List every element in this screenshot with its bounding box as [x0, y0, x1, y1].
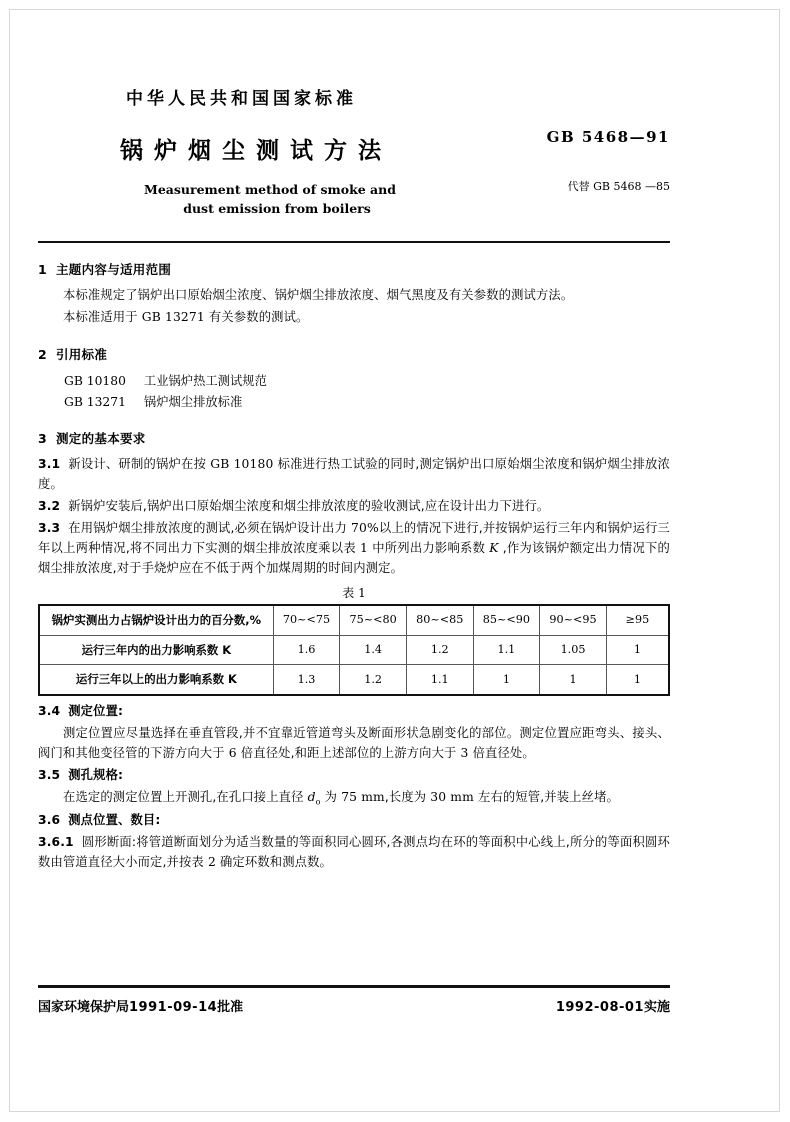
clause-3-5-number: 3.5: [38, 768, 61, 782]
effective-info: [556, 996, 670, 1015]
table-cell: 70~<75: [273, 605, 340, 635]
section-1-number: 1: [38, 262, 47, 278]
clause-3-2-text: 新锅炉安装后,锅炉出口原始烟尘浓度和烟尘排放浓度的验收测试,应在设计出力下进行。: [68, 499, 550, 514]
table-cell: 1.2: [406, 635, 473, 665]
table-row: [39, 605, 669, 635]
table-cell: 1: [540, 665, 607, 695]
clause-3-6-1-table-ref: 2: [207, 855, 216, 870]
table-cell: 90~<95: [540, 605, 607, 635]
replaces-standard-number: GB 5468 —85: [593, 180, 670, 193]
clause-3-3-table-ref: 1: [360, 540, 369, 555]
clause-3-5-symbol-subscript: o: [315, 797, 321, 807]
table-cell: 75~<80: [340, 605, 407, 635]
approver-name: 国家环境保护局: [38, 999, 130, 1015]
clause-3-3-text-b: 以上的情况下进行,并按锅炉运行三年内和锅炉运行三年以上两种情况,将不同出力下实测的烟尘排放浓度乘以表: [38, 521, 671, 555]
effective-suffix: 实施: [643, 999, 670, 1015]
reference-name: 工业锅炉热工测试规范: [143, 374, 267, 389]
effective-date: 1992-08-01: [555, 999, 644, 1015]
footer-divider-rule: [38, 985, 670, 988]
table-1-caption: 表 1: [342, 585, 366, 600]
clause-3-4-number: 3.4: [38, 704, 61, 719]
clause-3-1-number: 3.1: [38, 457, 61, 472]
table-cell: 1: [606, 635, 669, 665]
clause-3-4-text-c: 倍直径处。: [468, 746, 535, 761]
clause-3-6-1-text-a: 圆形断面:将管道断面划分为适当数量的等面积同心圆环,各测点均在环的等面积中心线上,所分的等面积圆环数由管道直径大小而定,并按表: [38, 835, 670, 870]
table-cell: 1.1: [406, 665, 473, 695]
section-1-title: 主题内容与适用范围: [56, 262, 172, 278]
section-heading-1: [38, 260, 670, 278]
table-cell: 1.2: [340, 665, 407, 695]
table-cell: 80~<85: [406, 605, 473, 635]
clause-3-5-text-c: ,长度为: [384, 789, 431, 804]
section-heading-3: [38, 429, 670, 447]
reference-item: [64, 392, 670, 413]
clause-3-4-heading: [38, 702, 670, 722]
clause-3-3-text-c: 中所列出力影响系数: [368, 540, 490, 555]
clause-3-4-text: [38, 724, 670, 764]
table-row: [39, 665, 669, 695]
replaces-note: [490, 178, 670, 194]
clause-3-3-symbol-k: K: [489, 540, 499, 555]
section-3-title: 测定的基本要求: [56, 431, 146, 447]
table-cell: 1.4: [340, 635, 407, 665]
clause-3-4-text-b: 倍直径处,和距上述部位的上游方向大于: [236, 746, 461, 761]
table-cell: 85~<90: [473, 605, 540, 635]
clause-3-1-text-b: 标准进行热工试验的同时,测定锅炉出口原始烟尘浓度和锅炉烟尘排放浓度。: [38, 457, 670, 492]
clause-3-5-text-b: 为: [320, 789, 342, 804]
clause-3-5-symbol-d: d: [307, 789, 316, 804]
document-header: [38, 0, 670, 219]
table-cell: 1.6: [273, 635, 340, 665]
english-title-line2: dust emission from boilers: [183, 201, 371, 217]
clause-3-6-1: [38, 833, 670, 873]
table-cell: 1.3: [273, 665, 340, 695]
replaces-label: 代替: [567, 180, 590, 193]
clause-3-1-standard-code: GB 10180: [210, 457, 274, 472]
document-footer: [38, 985, 670, 1015]
section-2-number: 2: [38, 347, 47, 363]
s1p2-text-a: 本标准适用于: [63, 310, 142, 325]
reference-code: GB 13271: [64, 394, 126, 409]
clause-3-4-text-a: 测定位置应尽量选择在垂直管段,并不宜靠近管道弯头及断面形状急剧变化的部位。测定位置应距弯头、接头、阀门和其他变径管的下游方向大于: [38, 726, 670, 761]
english-title: [70, 180, 470, 219]
approval-suffix: 批准: [217, 999, 244, 1015]
clause-3-6-number: 3.6: [38, 813, 61, 828]
clause-3-4-number-6: 6: [228, 746, 237, 761]
clause-3-5-heading: [38, 766, 670, 786]
clause-3-1: [38, 455, 670, 495]
header-divider-rule: [38, 241, 670, 244]
clause-3-6-1-number: 3.6.1: [38, 835, 74, 850]
clause-3-3-text-a: 在用锅炉烟尘排放浓度的测试,必须在锅炉设计出力: [68, 521, 352, 536]
table-row: [39, 635, 669, 665]
reference-item: [64, 371, 670, 392]
section-heading-2: [38, 345, 670, 363]
clause-3-5-title: 测孔规格:: [68, 768, 124, 782]
table-row-label: 运行三年以上的出力影响系数 K: [39, 665, 273, 695]
national-standard-line: 中华人民共和国国家标准: [126, 89, 357, 109]
table-cell: 1.1: [473, 635, 540, 665]
clause-3-3: [38, 519, 670, 579]
section-2-title: 引用标准: [56, 347, 108, 363]
clause-3-5-text-d: 左右的短管,并装上丝堵。: [473, 789, 619, 804]
s1p2-text-b: 有关参数的测试。: [204, 310, 309, 325]
section-1-paragraph-2: [38, 308, 670, 328]
s1p2-standard-code: GB 13271: [141, 310, 205, 325]
clause-3-4-title: 测定位置:: [68, 704, 124, 719]
table-cell: ≥95: [606, 605, 669, 635]
clause-3-4-number-3: 3: [460, 746, 469, 761]
table-row-label: 锅炉实测出力占锅炉设计出力的百分数,%: [39, 605, 273, 635]
footer-row: [38, 996, 670, 1015]
clause-3-3-text-d: ,作为该锅炉额定出力情况下的烟尘排放浓度,对于手烧炉应在不低于两个加煤周期的时间内测定。: [38, 540, 670, 575]
clause-3-2-number: 3.2: [38, 499, 61, 514]
table-cell: 1: [473, 665, 540, 695]
clause-3-6-heading: [38, 811, 670, 831]
section-1-paragraph-1: 本标准规定了锅炉出口原始烟尘浓度、锅炉烟尘排放浓度、烟气黑度及有关参数的测试方法。: [63, 288, 574, 303]
table-cell: 1.05: [540, 635, 607, 665]
clause-3-6-1-text-b: 确定环数和测点数。: [215, 855, 333, 870]
clause-3-5-diameter-value: 75 mm: [341, 789, 385, 804]
table-cell: 1: [606, 665, 669, 695]
clause-3-6-title: 测点位置、数目:: [68, 813, 161, 828]
table-1-output-coefficient: [38, 604, 670, 696]
clause-3-5-length-value: 30 mm: [430, 789, 474, 804]
reference-code: GB 10180: [64, 374, 126, 389]
clause-3-1-text-a: 新设计、研制的锅炉在按: [68, 457, 211, 472]
document-content: [38, 0, 670, 875]
table-row-label: 运行三年内的出力影响系数 K: [39, 635, 273, 665]
approval-date: 1991-09-14: [129, 999, 218, 1015]
clause-3-5-text: [38, 788, 670, 809]
clause-3-5-text-a: 在选定的测定位置上开测孔,在孔口接上直径: [63, 789, 308, 804]
section-3-number: 3: [38, 431, 47, 447]
english-title-line1: Measurement method of smoke and: [144, 181, 396, 197]
clause-3-3-percent-value: 70%: [351, 521, 379, 536]
reference-name: 锅炉烟尘排放标准: [143, 394, 243, 409]
standard-number: GB 5468—91: [546, 128, 670, 146]
clause-3-3-number: 3.3: [38, 521, 61, 536]
page-title: 锅炉烟尘测试方法: [120, 137, 392, 164]
approval-info: [38, 996, 243, 1015]
clause-3-2: [38, 497, 670, 517]
